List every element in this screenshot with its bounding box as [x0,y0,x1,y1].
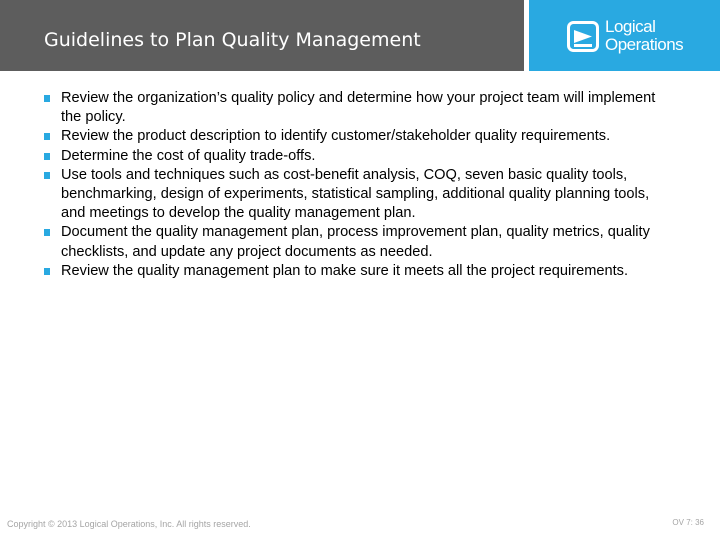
bullet-text: Document the quality management plan, process improvement plan, quality metrics, quality checklists, and update any project documents as needed. [61,224,650,260]
slide-title: Guidelines to Plan Quality Management [44,29,421,51]
bullet-text: Determine the cost of quality trade-offs. [61,147,316,164]
bullet-text: Review the quality management plan to make sure it meets all the project requirements. [61,262,629,279]
bullet-text: Review the product description to identify customer/stakeholder quality requirements. [61,128,611,145]
bullet-item [44,166,669,224]
bullet-list [44,89,669,281]
bullet-text: Review the organization’s quality policy and determine how your project team will implement the policy. [61,90,656,126]
logical-operations-logo-icon [567,21,599,52]
slide-title-bar [0,0,524,71]
bullet-item [44,262,669,281]
square-bullet-icon [44,95,50,102]
bullet-item [44,147,669,166]
bullet-item [44,127,669,146]
square-bullet-icon [44,133,50,140]
bullet-item [44,89,669,127]
bullet-item [44,223,669,261]
square-bullet-icon [44,229,50,236]
bullet-text: Use tools and techniques such as cost-benefit analysis, COQ, seven basic quality tools, benchmarking, design of experiments, statistical sampling, additional quality planning tools, and meetings to develop the quality management plan. [61,166,650,222]
logo-text-line1: Logical [605,17,656,36]
logo-text-line2: Operations [605,35,684,54]
square-bullet-icon [44,153,50,160]
company-logo [529,0,720,71]
square-bullet-icon [44,268,50,275]
square-bullet-icon [44,172,50,179]
copyright-notice: Copyright © 2013 Logical Operations, Inc. All rights reserved. [7,519,251,529]
page-reference: OV 7: 36 [672,518,704,527]
